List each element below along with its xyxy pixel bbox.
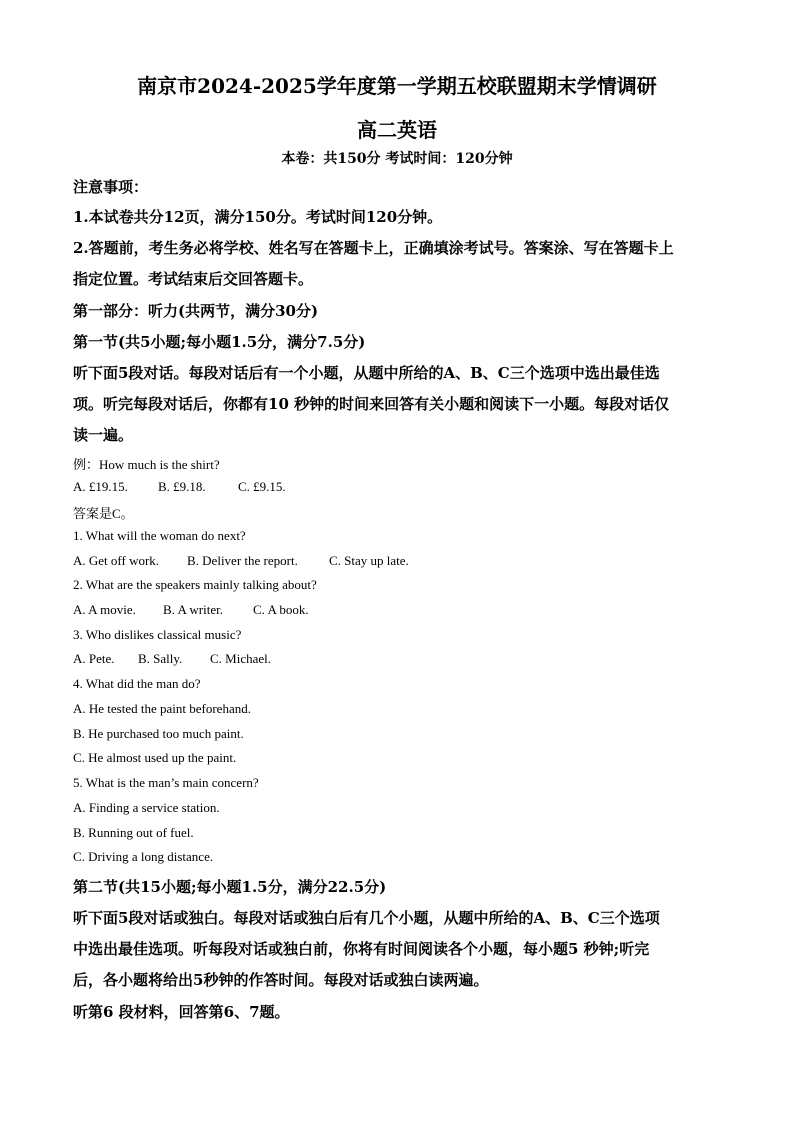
- question-1-option-c: C. Stay up late.: [329, 553, 409, 568]
- question-4: 4. What did the man do?: [73, 676, 201, 691]
- section1-instructions-line-2: 项。听完每段对话后，你都有10 秒钟的时间来回答有关小题和阅读下一小题。每段对话仅: [73, 395, 670, 413]
- example-option-a: A. £19.15.: [73, 479, 128, 494]
- section2-instructions-line-2: 中选出最佳选项。听每段对话或独白前，你将有时间阅读各个小题，每小题5 秒钟;听完: [73, 940, 650, 958]
- question-2-option-b: B. A writer.: [163, 602, 223, 617]
- example-option-c: C. £9.15.: [238, 479, 286, 494]
- question-2: 2. What are the speakers mainly talking about?: [73, 577, 317, 592]
- example-option-b: B. £9.18.: [158, 479, 206, 494]
- example-question: 例：How much is the shirt?: [73, 457, 220, 472]
- question-4-option-a: A. He tested the paint beforehand.: [73, 701, 251, 716]
- section1-heading: 第一节(共5小题;每小题1.5分，满分7.5分): [73, 333, 366, 351]
- notice-item-2-line-1: 2.答题前，考生务必将学校、姓名写在答题卡上，正确填涂考试号。答案涂、写在答题卡上: [73, 239, 674, 257]
- question-5-option-c: C. Driving a long distance.: [73, 849, 214, 864]
- question-3-option-c: C. Michael.: [210, 651, 272, 666]
- question-1-option-b: B. Deliver the report.: [187, 553, 298, 568]
- question-3: 3. Who dislikes classical music?: [73, 627, 242, 642]
- question-1-option-a: A. Get off work.: [73, 553, 160, 568]
- notice-item-1: 1.本试卷共分12页，满分150分。考试时间120分钟。: [73, 208, 443, 226]
- question-4-option-b: B. He purchased too much paint.: [73, 726, 244, 741]
- notice-heading: 注意事项：: [73, 178, 149, 196]
- exam-title: 南京市2024-2025学年度第一学期五校联盟期末学情调研: [137, 74, 657, 98]
- question-3-option-b: B. Sally.: [138, 651, 183, 666]
- question-5-option-a: A. Finding a service station.: [73, 800, 220, 815]
- notice-item-2-line-2: 指定位置。考试结束后交回答题卡。: [73, 270, 314, 288]
- question-3-option-a: A. Pete.: [73, 651, 115, 666]
- section1-instructions-line-1: 听下面5段对话。每段对话后有一个小题，从题中所给的A、B、C三个选项中选出最佳选: [73, 364, 660, 382]
- question-2-option-c: C. A book.: [253, 602, 309, 617]
- section2-instructions-line-3: 后，各小题将给出5秒钟的作答时间。每段对话或独白读两遍。: [73, 971, 489, 989]
- question-1: 1. What will the woman do next?: [73, 528, 246, 543]
- question-2-option-a: A. A movie.: [73, 602, 136, 617]
- question-5: 5. What is the man’s main concern?: [73, 775, 259, 790]
- section2-heading: 第二节(共15小题;每小题1.5分，满分22.5分): [73, 878, 387, 896]
- part1-heading: 第一部分：听力(共两节，满分30分): [73, 302, 319, 320]
- question-5-option-b: B. Running out of fuel.: [73, 825, 194, 840]
- exam-meta: 本卷：共150分 考试时间：120分钟: [281, 151, 513, 167]
- question-4-option-c: C. He almost used up the paint.: [73, 750, 237, 765]
- exam-subtitle: 高二英语: [357, 118, 437, 142]
- section2-instructions-line-1: 听下面5段对话或独白。每段对话或独白后有几个小题，从题中所给的A、B、C三个选项: [73, 909, 660, 927]
- section1-instructions-line-3: 读一遍。: [73, 426, 134, 444]
- material-6-instruction: 听第6 段材料，回答第6、7题。: [73, 1003, 290, 1021]
- example-answer: 答案是C。: [73, 506, 134, 521]
